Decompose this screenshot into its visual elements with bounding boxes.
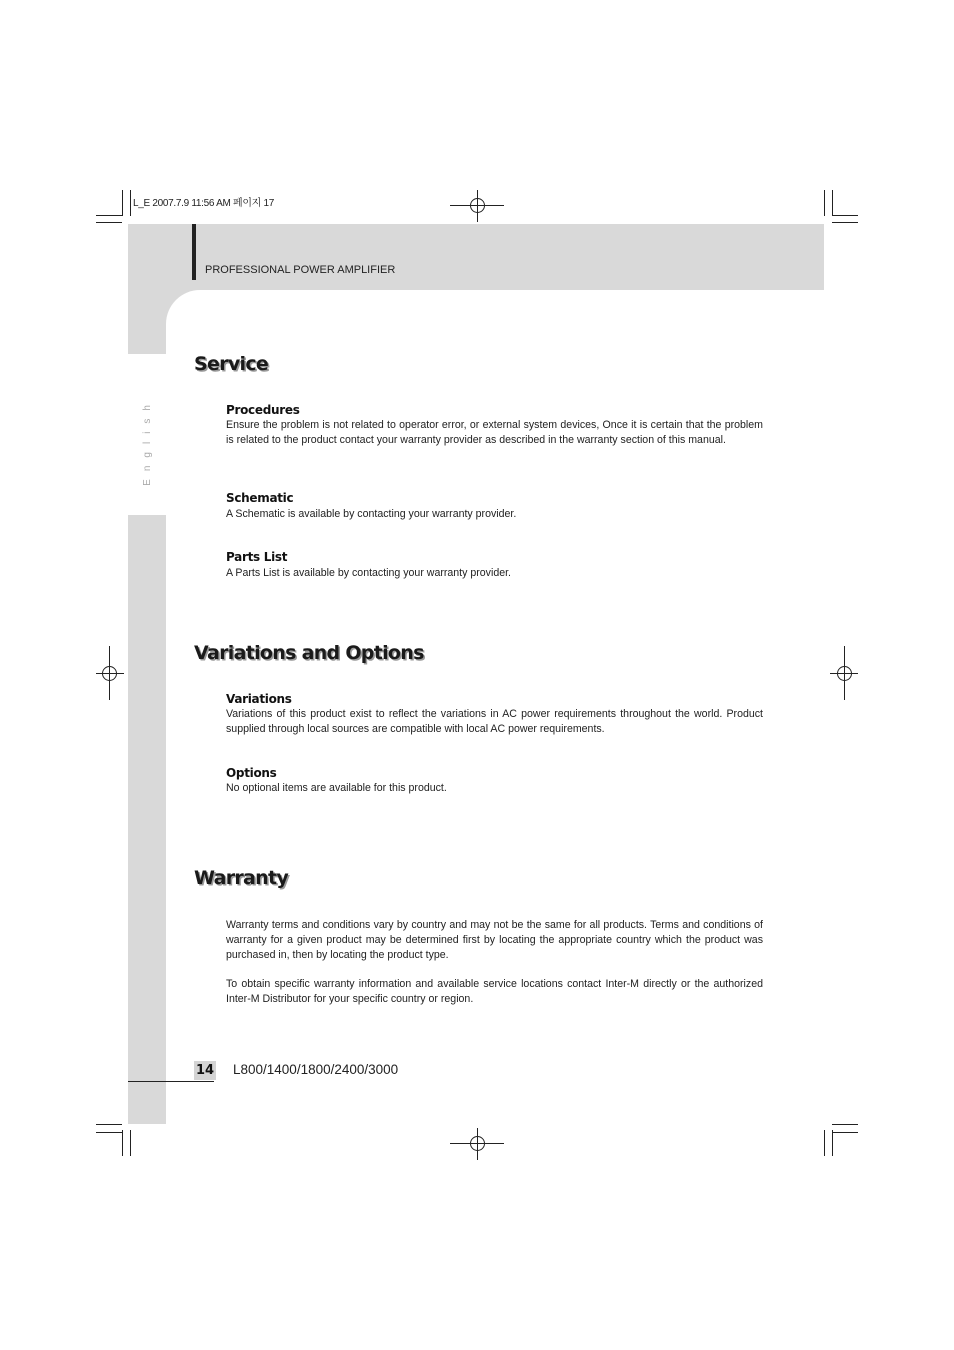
side-band-top	[128, 290, 166, 354]
header-accent-bar	[192, 224, 196, 280]
header-band	[128, 224, 824, 290]
subheading-variations: Variations	[226, 692, 292, 706]
warranty-paragraph-1: Warranty terms and conditions vary by country and may not be the same for all products. Terms and conditions of warranty for a given product may be determined first by locating the appropriate country which the product was purchased in, then by locating the product type.	[226, 919, 763, 961]
footer-rule	[128, 1081, 214, 1082]
subheading-options: Options	[226, 766, 277, 780]
warranty-paragraph-2: To obtain specific warranty information and available service locations contact Inter-M directly or the authorized Inter-M Distributor for your specific country or region.	[226, 978, 763, 1005]
text-procedures: Ensure the problem is not related to operator error, or external system devices, Once it is certain that the problem is related to the product contact your warranty provider as described in the warranty section of this manual.	[226, 419, 763, 446]
text-parts-list: A Parts List is available by contacting your warranty provider.	[226, 567, 511, 579]
language-label: English	[142, 397, 153, 486]
subheading-parts-list: Parts List	[226, 550, 288, 564]
section-title-service: Service	[194, 353, 269, 375]
print-slug: L_E 2007.7.9 11:56 AM 페이지 17	[133, 198, 275, 209]
section-title-warranty: Warranty	[194, 867, 289, 889]
page-number: 14	[195, 1063, 215, 1078]
text-variations: Variations of this product exist to reflect the variations in AC power requirements throughout the world. Product supplied through local sources are compatible with local AC power requirements.	[226, 708, 763, 735]
model-numbers: L800/1400/1800/2400/3000	[233, 1062, 399, 1077]
header-title: PROFESSIONAL POWER AMPLIFIER	[205, 264, 396, 276]
side-band-bottom	[128, 515, 166, 1124]
subheading-procedures: Procedures	[226, 403, 300, 417]
section-title-variations-options: Variations and Options	[194, 642, 424, 664]
text-schematic: A Schematic is available by contacting your warranty provider.	[226, 508, 517, 520]
subheading-schematic: Schematic	[226, 491, 294, 505]
text-options: No optional items are available for this product.	[226, 782, 447, 794]
